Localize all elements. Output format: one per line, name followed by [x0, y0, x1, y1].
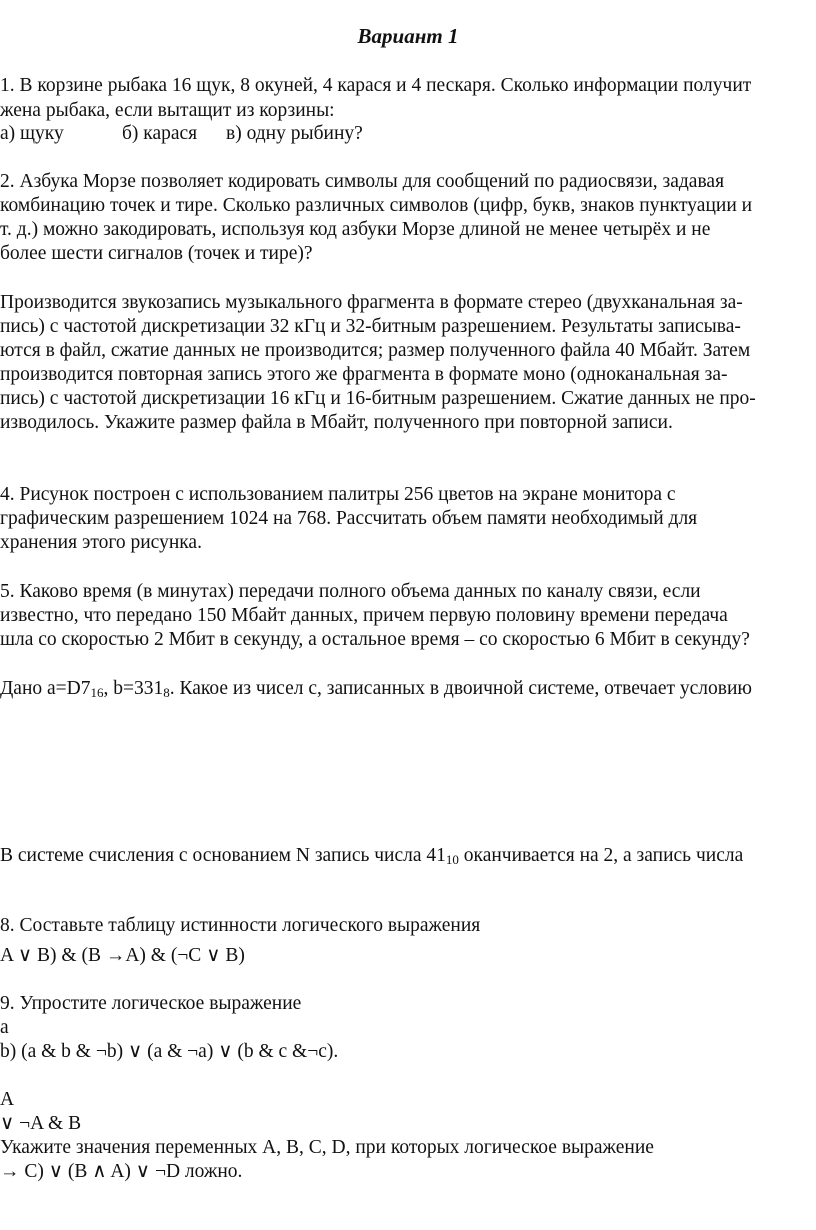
q5-line-1: 5. Каково время (в минутах) передачи полного объема данных по каналу связи, если — [0, 581, 701, 602]
q10-line-3: Укажите значения переменных A, B, C, D, при которых логическое выражение — [0, 1137, 654, 1158]
q3-line-5: пись) с частотой дискретизации 16 кГц и 16-битным разрешением. Сжатие данных не про- — [0, 388, 756, 409]
q5-line-3: шла со скоростью 2 Мбит в секунду, а остальное время – со скоростью 6 Мбит в секунду? — [0, 629, 750, 650]
q10-expression: → C) ∨ (B ∧ A) ∨ ¬D ложно. — [0, 1161, 243, 1182]
q5-line-2: известно, что передано 150 Мбайт данных, причем первую половину времени передача — [0, 605, 728, 626]
q6-text-2: , b=331 — [103, 678, 164, 699]
q9-line-2: a — [0, 1017, 9, 1038]
q6-text-1: Дано a=D7 — [0, 678, 91, 699]
q1-line-2: жена рыбака, если вытащит из корзины: — [0, 100, 335, 121]
q2-line-1: 2. Азбука Морзе позволяет кодировать символы для сообщений по радиосвязи, задавая — [0, 171, 725, 192]
q6-subscript-2: 8 — [163, 685, 170, 700]
q4-line-2: графическим разрешением 1024 на 768. Рассчитать объем памяти необходимый для — [0, 508, 698, 529]
q2-line-4: более шести сигналов (точек и тире)? — [0, 243, 313, 264]
q6-text-3: . Какое из чисел c, записанных в двоичной системе, отвечает условию — [169, 678, 752, 699]
q3-line-3: ются в файл, сжатие данных не производится; размер полученного файла 40 Мбайт. Затем — [0, 340, 751, 361]
q7-line — [0, 844, 743, 868]
q8-expression: A ∨ B) & (B →A) & (¬C ∨ B) — [0, 945, 245, 966]
q10-line-2: ∨ ¬A & B — [0, 1113, 82, 1134]
q6-line — [0, 677, 752, 701]
q6-subscript-1: 16 — [90, 685, 104, 700]
q9-line-1: 9. Упростите логическое выражение — [0, 993, 302, 1014]
page-title: Вариант 1 — [357, 24, 459, 48]
q2-line-2: комбинацию точек и тире. Сколько различных символов (цифр, букв, знаков пунктуации и — [0, 195, 753, 216]
q7-text-2: оканчивается на 2, а запись числа — [458, 845, 744, 866]
q2-line-3: т. д.) можно закодировать, используя код азбуки Морзе длиной не менее четырёх и не — [0, 219, 711, 240]
q9-expression: b) (a & b & ¬b) ∨ (a & ¬a) ∨ (b & c &¬c). — [0, 1041, 339, 1062]
q1-option-a: а) щуку — [0, 123, 64, 144]
q4-line-3: хранения этого рисунка. — [0, 532, 202, 553]
q7-subscript: 10 — [445, 852, 459, 867]
q4-line-1: 4. Рисунок построен с использованием палитры 256 цветов на экране монитора с — [0, 484, 676, 505]
q10-line-1: A — [0, 1089, 15, 1110]
q3-line-4: производится повторная запись этого же фрагмента в формате моно (одноканальная за- — [0, 364, 728, 385]
q3-line-6: изводилось. Укажите размер файла в Мбайт, полученного при повторной записи. — [0, 412, 673, 433]
q7-text-1: В системе счисления с основанием N запись числа 41 — [0, 845, 446, 866]
q3-line-1: Производится звукозапись музыкального фрагмента в формате стерео (двухканальная за- — [0, 292, 743, 313]
q1-option-b: б) карася — [122, 123, 198, 144]
q1-line-1: 1. В корзине рыбака 16 щук, 8 окуней, 4 карася и 4 пескаря. Сколько информации получит — [0, 75, 752, 96]
q1-option-c: в) одну рыбину? — [226, 123, 363, 144]
q1-options — [0, 122, 363, 146]
q3-line-2: пись) с частотой дискретизации 32 кГц и 32-битным разрешением. Результаты записыва- — [0, 316, 741, 337]
q8-line-1: 8. Составьте таблицу истинности логического выражения — [0, 915, 481, 936]
